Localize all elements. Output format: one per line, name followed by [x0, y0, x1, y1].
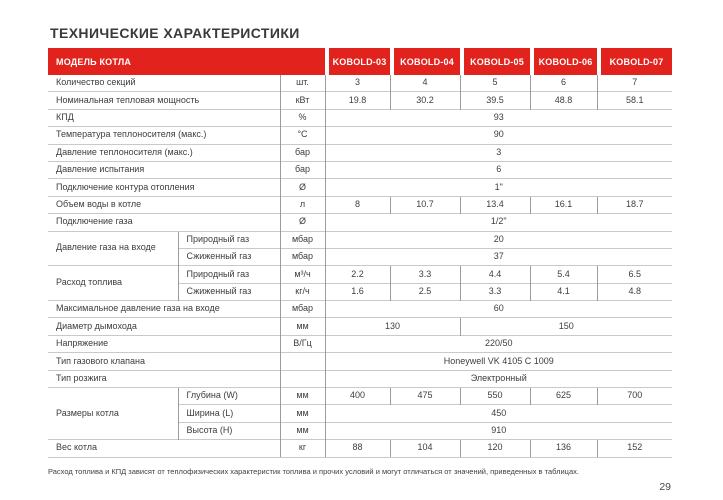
row-unit: л: [280, 196, 325, 213]
row-value: 220/50: [325, 335, 672, 352]
row-unit: Ø: [280, 214, 325, 231]
column-header-kobold-05: KOBOLD-05: [464, 48, 530, 75]
row-unit: [280, 370, 325, 387]
row-value: 90: [325, 127, 672, 144]
page-title: ТЕХНИЧЕСКИЕ ХАРАКТЕРИСТИКИ: [50, 25, 300, 41]
row-unit: мм: [280, 388, 325, 405]
row-label: Температура теплоносителя (макс.): [48, 127, 280, 144]
row-unit: мм: [280, 422, 325, 439]
table-row: [48, 266, 672, 283]
row-sublabel: Глубина (W): [178, 388, 280, 405]
row-label: Номинальная тепловая мощность: [48, 92, 280, 109]
row-label: Расход топлива: [48, 266, 178, 301]
spec-table: [48, 48, 672, 458]
row-value: 20: [325, 231, 672, 248]
row-unit: кВт: [280, 92, 325, 109]
table-row: [48, 440, 672, 457]
row-unit: °C: [280, 127, 325, 144]
row-value: 3.3: [390, 266, 460, 283]
spec-table-header: [48, 48, 672, 75]
row-sublabel: Ширина (L): [178, 405, 280, 422]
table-row: [48, 92, 672, 109]
table-row: [48, 127, 672, 144]
table-row: [48, 214, 672, 231]
column-header-kobold-06: KOBOLD-06: [534, 48, 597, 75]
row-label: Вес котла: [48, 440, 280, 457]
row-unit: кг/ч: [280, 283, 325, 300]
row-value: 700: [597, 388, 672, 405]
row-label: Объем воды в котле: [48, 196, 280, 213]
row-value: 16.1: [530, 196, 597, 213]
row-value: 625: [530, 388, 597, 405]
row-unit: мм: [280, 405, 325, 422]
column-header-kobold-03: KOBOLD-03: [329, 48, 390, 75]
row-value: 19.8: [325, 92, 390, 109]
row-unit: бар: [280, 144, 325, 161]
table-row: [48, 161, 672, 178]
spec-table-body: [48, 75, 672, 457]
row-value: 1.6: [325, 283, 390, 300]
row-sublabel: Сжиженный газ: [178, 248, 280, 265]
row-value: Электронный: [325, 370, 672, 387]
row-value: 60: [325, 301, 672, 318]
row-unit: м³/ч: [280, 266, 325, 283]
row-label: Размеры котла: [48, 388, 178, 440]
row-value: 2.2: [325, 266, 390, 283]
row-value: 39.5: [460, 92, 530, 109]
row-value: 8: [325, 196, 390, 213]
table-row: [48, 301, 672, 318]
column-header-kobold-04: KOBOLD-04: [394, 48, 460, 75]
row-value: 48.8: [530, 92, 597, 109]
row-label: Подключение контура отопления: [48, 179, 280, 196]
row-value: 450: [325, 405, 672, 422]
row-value: 400: [325, 388, 390, 405]
row-unit: бар: [280, 161, 325, 178]
row-unit: мбар: [280, 231, 325, 248]
row-value: 152: [597, 440, 672, 457]
table-row: [48, 231, 672, 248]
row-label: Давление испытания: [48, 161, 280, 178]
row-value: Honeywell VK 4105 C 1009: [325, 353, 672, 370]
row-label: Давление газа на входе: [48, 231, 178, 266]
row-unit: кг: [280, 440, 325, 457]
footnote: Расход топлива и КПД зависят от теплофизических характеристик топлива и прочих условий и могут отличаться от значений, приведенных в таблицах.: [48, 467, 579, 476]
row-label: Подключение газа: [48, 214, 280, 231]
table-row: [48, 179, 672, 196]
row-value: 7: [597, 75, 672, 92]
table-row: [48, 388, 672, 405]
row-value: 6: [325, 161, 672, 178]
row-value: 4.4: [460, 266, 530, 283]
table-row: [48, 335, 672, 352]
row-unit: [280, 353, 325, 370]
row-sublabel: Природный газ: [178, 266, 280, 283]
row-label: Диаметр дымохода: [48, 318, 280, 335]
row-value: 550: [460, 388, 530, 405]
row-value: 136: [530, 440, 597, 457]
row-value: 13.4: [460, 196, 530, 213]
row-value: 30.2: [390, 92, 460, 109]
row-label: Напряжение: [48, 335, 280, 352]
row-sublabel: Высота (H): [178, 422, 280, 439]
row-value: 104: [390, 440, 460, 457]
row-value: 130: [325, 318, 460, 335]
row-label: Давление теплоносителя (макс.): [48, 144, 280, 161]
row-unit: %: [280, 109, 325, 126]
row-value: 58.1: [597, 92, 672, 109]
row-value: 3: [354, 77, 360, 88]
row-sublabel: Природный газ: [178, 231, 280, 248]
row-unit: мбар: [280, 248, 325, 265]
row-label: Максимальное давление газа на входе: [48, 301, 280, 318]
table-row: [48, 318, 672, 335]
row-label: КПД: [48, 109, 280, 126]
row-value: 5: [460, 75, 530, 92]
row-unit: В/Гц: [280, 335, 325, 352]
row-unit: Ø: [280, 179, 325, 196]
row-value: 475: [390, 388, 460, 405]
row-value: 910: [325, 422, 672, 439]
row-value: 4.1: [530, 283, 597, 300]
table-row: [48, 353, 672, 370]
row-value: 10.7: [390, 196, 460, 213]
table-row: [48, 196, 672, 213]
row-value: 6.5: [597, 266, 672, 283]
row-value: 88: [325, 440, 390, 457]
row-value: 1": [325, 179, 672, 196]
row-value: 2.5: [390, 283, 460, 300]
row-unit: мм: [280, 318, 325, 335]
row-value: 93: [325, 109, 672, 126]
table-header-model: МОДЕЛЬ КОТЛА: [48, 48, 325, 75]
row-label: Тип газового клапана: [48, 353, 280, 370]
column-header-kobold-07: KOBOLD-07: [601, 48, 672, 75]
table-row: [48, 144, 672, 161]
row-value: 3: [325, 144, 672, 161]
table-row: [48, 75, 672, 92]
row-value: 1/2": [325, 214, 672, 231]
row-value: 4.8: [597, 283, 672, 300]
row-value: 5.4: [530, 266, 597, 283]
row-unit: шт.: [280, 75, 325, 92]
row-sublabel: Сжиженный газ: [178, 283, 280, 300]
row-value: 4: [390, 75, 460, 92]
row-value: 120: [460, 440, 530, 457]
row-unit: мбар: [280, 301, 325, 318]
row-value: 3.3: [460, 283, 530, 300]
row-value: 150: [460, 318, 672, 335]
row-value: 6: [530, 75, 597, 92]
row-value: 37: [325, 248, 672, 265]
row-label: Тип розжига: [48, 370, 280, 387]
table-row: [48, 109, 672, 126]
table-row: [48, 370, 672, 387]
row-label: Количество секций: [56, 77, 136, 88]
row-value: 18.7: [597, 196, 672, 213]
page-number: 29: [659, 481, 671, 493]
